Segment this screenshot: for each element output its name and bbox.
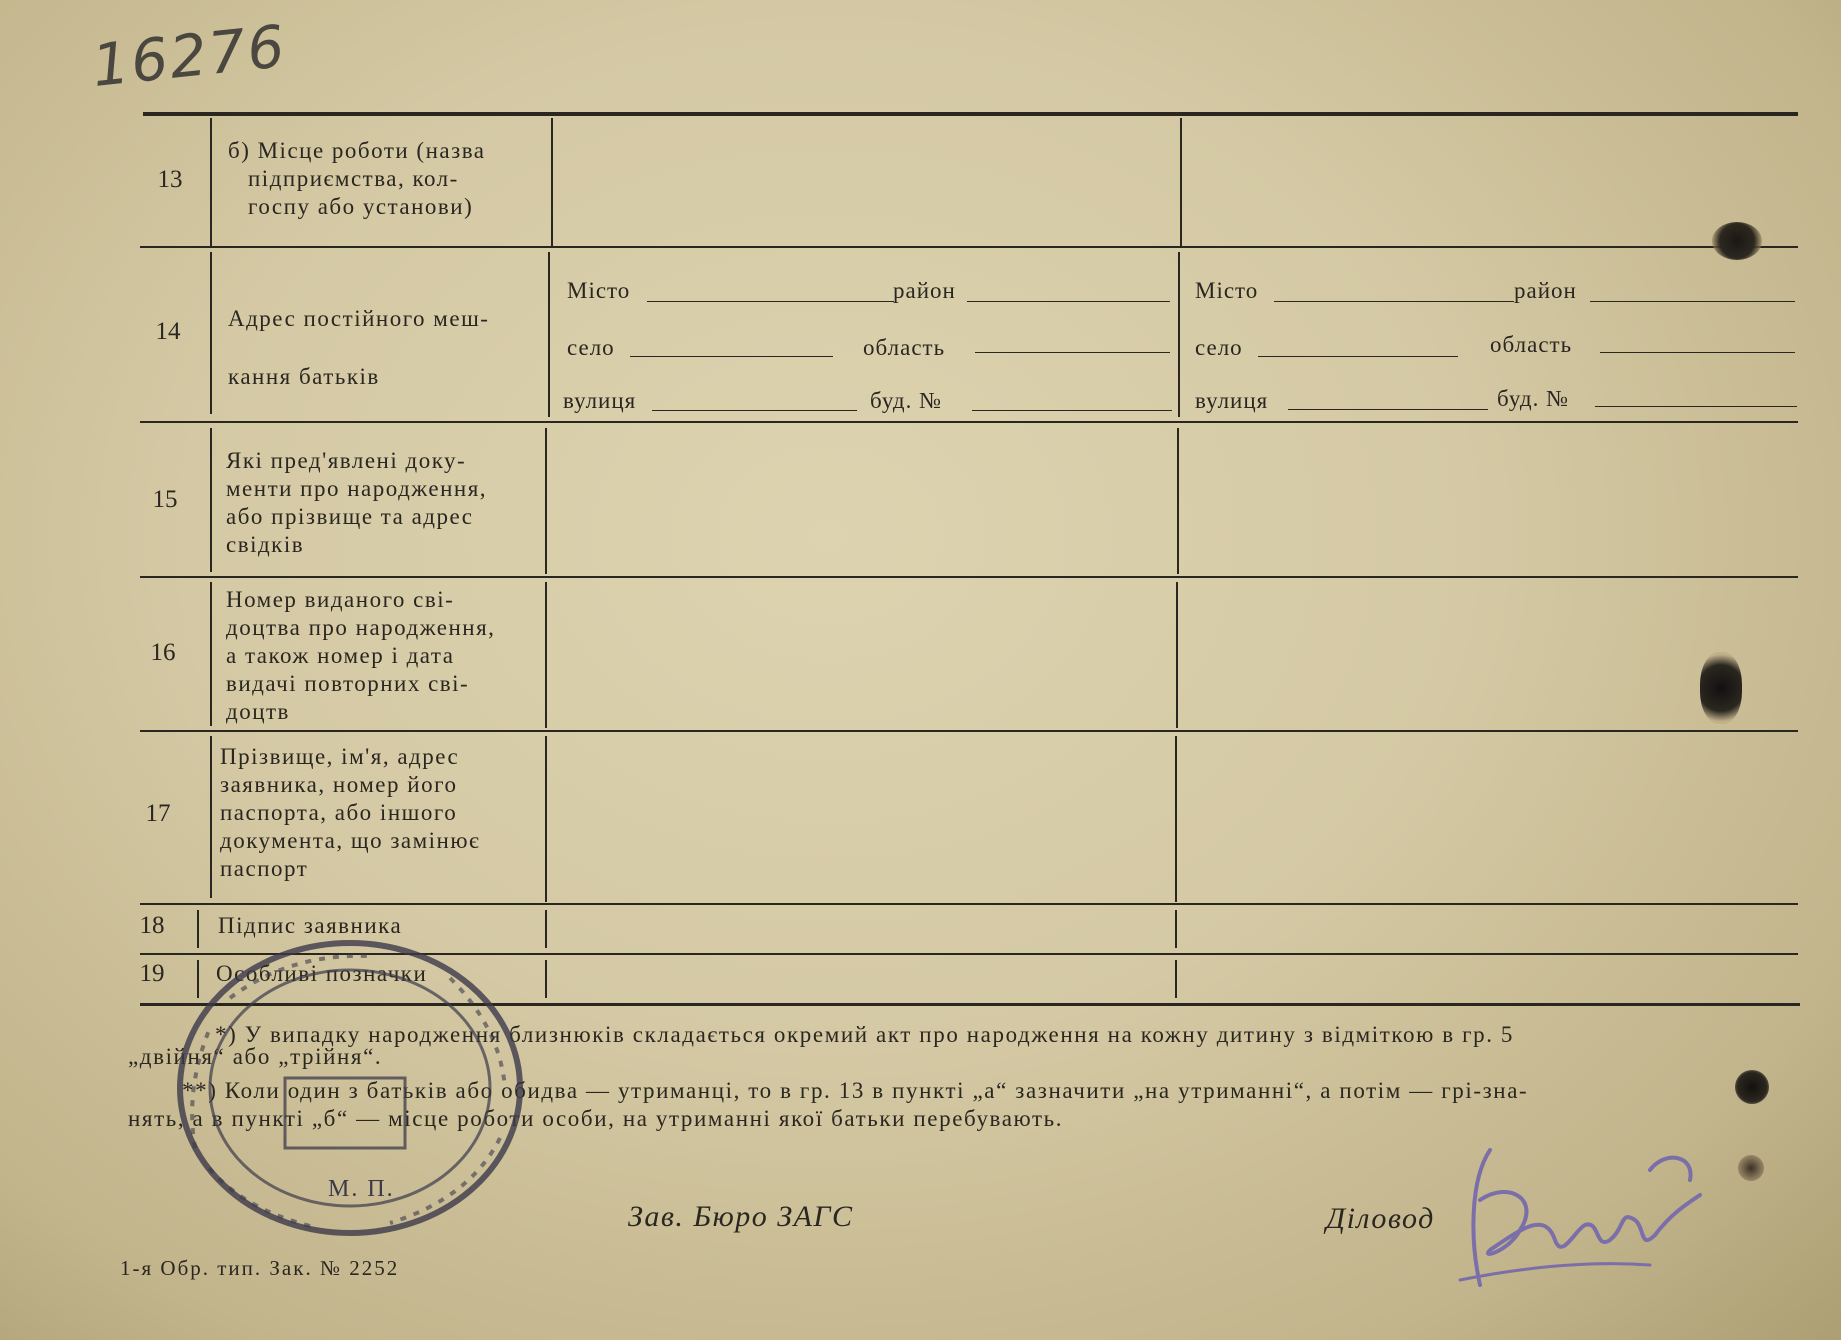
column-divider [548, 252, 550, 417]
row-label-line: свідків [226, 532, 305, 557]
paper-hole [1712, 222, 1762, 260]
district-label: район [1514, 278, 1577, 303]
row-label [228, 290, 548, 406]
row-number: 14 [155, 318, 181, 345]
row-number: 19 [139, 960, 165, 987]
building-field[interactable] [1595, 406, 1797, 407]
row-number: 17 [145, 800, 171, 827]
city-field[interactable] [647, 301, 894, 302]
column-divider [1180, 118, 1182, 246]
footnote-line: *) У випадку народження близнюків складається окремий акт про народження на кожну дитину з відміткою в гр. 5 [215, 1022, 1515, 1047]
clerk-signature-label: Діловод [1326, 1202, 1435, 1235]
footnote-line: нять, а в пункті „б“ — місце роботи особи, на утриманні якої батьки перебувають. [128, 1106, 1064, 1131]
street-label: вулиця [563, 388, 637, 413]
region-label: область [1490, 332, 1573, 357]
row-label [226, 447, 546, 559]
row-number: 13 [157, 166, 183, 193]
column-divider [1176, 582, 1178, 728]
column-divider [1178, 252, 1180, 417]
village-field[interactable] [1258, 356, 1458, 357]
column-divider [1175, 910, 1177, 948]
row-label-line: госпу або установи) [248, 194, 474, 219]
region-field[interactable] [1600, 352, 1795, 353]
row-label-line: доцтв [226, 699, 290, 724]
column-divider [210, 582, 212, 726]
row-label [220, 743, 540, 883]
district-label: район [893, 278, 956, 303]
row-label-line: паспорт [220, 856, 309, 881]
row-divider [140, 730, 1798, 732]
column-divider [210, 252, 212, 414]
row-label-line: Прізвище, ім'я, адрес [220, 744, 460, 769]
city-field[interactable] [1274, 301, 1514, 302]
row-label-line: кання батьків [228, 364, 380, 389]
column-divider [1175, 736, 1177, 902]
paper-hole [1700, 652, 1742, 724]
table-top-rule [143, 112, 1798, 116]
row-label-line: підприємства, кол- [248, 166, 459, 191]
ink-blot [1735, 1070, 1769, 1104]
footnote-line: **) Коли один з батьків або обидва — утриманці, то в гр. 13 в пункті „а“ зазначити „на утриманні“, а потім — грі-зна- [182, 1078, 1529, 1103]
street-field[interactable] [652, 410, 857, 411]
district-field[interactable] [967, 301, 1170, 302]
row-number: 16 [150, 639, 176, 666]
column-divider [210, 736, 212, 898]
row-label-line: заявника, номер його [220, 772, 458, 797]
row-label-line: а також номер і дата [226, 643, 455, 668]
building-label: буд. № [870, 388, 943, 413]
column-divider [551, 118, 553, 246]
column-divider [545, 736, 547, 902]
village-label: село [1195, 335, 1243, 360]
building-label: буд. № [1497, 386, 1570, 411]
row-label-line: Номер виданого сві- [226, 587, 455, 612]
row-label-line: б) Місце роботи (назва [228, 138, 486, 163]
row-label-line: документа, що замінює [220, 828, 481, 853]
row-label: Підпис заявника [218, 913, 403, 938]
row-label-line: Адрес постійного меш- [228, 306, 490, 331]
village-field[interactable] [630, 356, 833, 357]
row-label [226, 586, 546, 726]
column-divider [210, 428, 212, 572]
village-label: село [567, 335, 615, 360]
column-divider [210, 118, 212, 246]
row-label-line: доцтва про народження, [226, 615, 496, 640]
row-divider [140, 576, 1798, 578]
row-divider [140, 421, 1798, 423]
corner-note: 16276 [88, 12, 290, 100]
row-number: 18 [139, 912, 165, 939]
street-field[interactable] [1288, 409, 1488, 410]
building-field[interactable] [972, 410, 1172, 411]
row-label-line: Які пред'явлені доку- [226, 448, 467, 473]
city-label: Місто [1195, 278, 1259, 303]
column-divider [1175, 960, 1177, 998]
region-label: область [863, 335, 946, 360]
city-label: Місто [567, 278, 631, 303]
row-label-line: паспорта, або іншого [220, 800, 458, 825]
row-number: 15 [152, 486, 178, 513]
district-field[interactable] [1590, 301, 1795, 302]
row-label-line: менти про народження, [226, 476, 488, 501]
column-divider [1177, 428, 1179, 574]
row-label-line: або прізвище та адрес [226, 504, 474, 529]
printer-line: 1-я Обр. тип. Зак. № 2252 [120, 1256, 400, 1280]
column-divider [545, 910, 547, 948]
head-signature-label: Зав. Бюро ЗАГС [628, 1200, 854, 1233]
paper-spot [1738, 1155, 1764, 1181]
footnote-line: „двійня“ або „трійня“. [128, 1044, 383, 1069]
column-divider [545, 960, 547, 998]
row-divider [140, 903, 1798, 905]
street-label: вулиця [1195, 388, 1269, 413]
region-field[interactable] [975, 352, 1170, 353]
stamp-center-text: М. П. [328, 1176, 395, 1202]
row-divider [140, 246, 1798, 248]
row-label-line: видачі повторних сві- [226, 671, 470, 696]
row-label: Особливі позначки [216, 961, 428, 986]
handwritten-signature [1450, 1110, 1750, 1310]
row-label [228, 137, 548, 221]
